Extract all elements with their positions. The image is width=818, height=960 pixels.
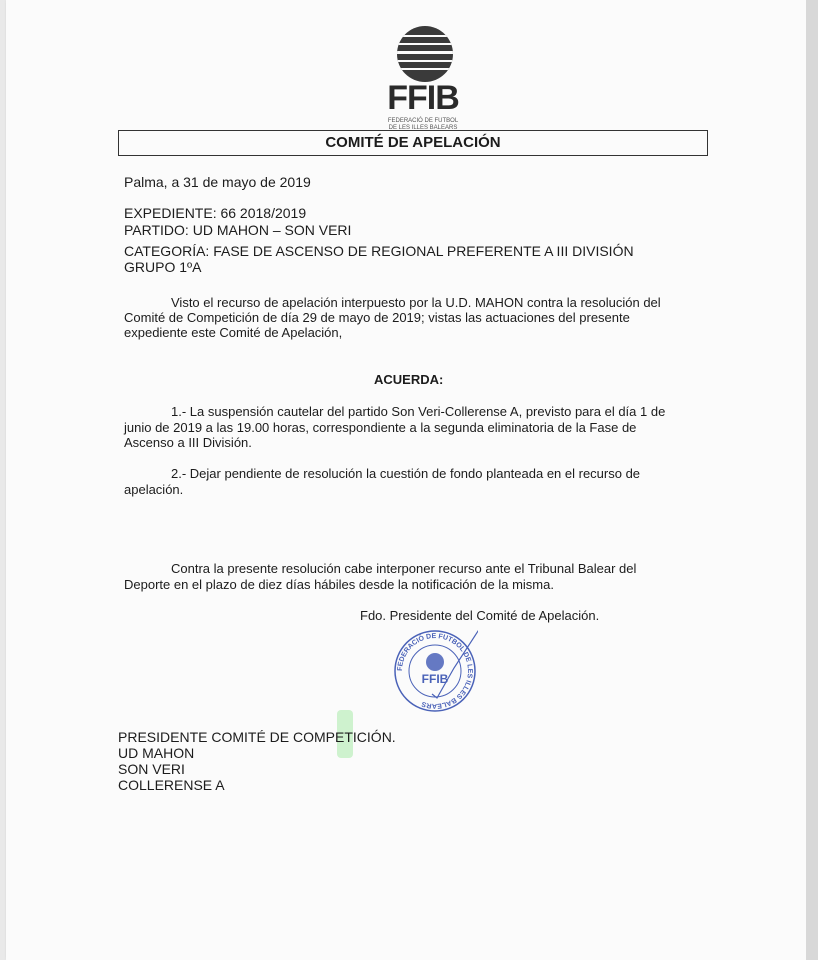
ball-icon (397, 26, 453, 82)
intro-line-1: Visto el recurso de apelación interpuesto por la U.D. MAHON contra la resolución del (171, 295, 661, 310)
recipient-3: SON VERI (118, 761, 185, 777)
recipient-2: UD MAHON (118, 745, 195, 761)
acuerda-heading: ACUERDA: (374, 372, 444, 387)
recipient-4: COLLERENSE A (118, 777, 225, 793)
federation-seal (392, 628, 478, 714)
point2-line-2: apelación. (124, 482, 184, 497)
point1-line-3: Ascenso a III División. (124, 435, 252, 450)
expediente-line: EXPEDIENTE: 66 2018/2019 (124, 205, 307, 221)
recipient-1: PRESIDENTE COMITÉ DE COMPETICIÓN. (118, 729, 396, 745)
signature-line: Fdo. Presidente del Comité de Apelación. (360, 608, 600, 623)
seal-center-text: FFIB (421, 672, 449, 686)
appeal-line-1: Contra la presente resolución cabe interponer recurso ante el Tribunal Balear del (171, 561, 637, 576)
date-line: Palma, a 31 de mayo de 2019 (124, 174, 311, 190)
categoria-line: CATEGORÍA: FASE DE ASCENSO DE REGIONAL PREFERENTE A III DIVISIÓN (124, 243, 634, 259)
point2-line-1: 2.- Dejar pendiente de resolución la cuestión de fondo planteada en el recurso de (171, 466, 641, 481)
seal-ball-icon (426, 653, 444, 671)
intro-line-3: expediente este Comité de Apelación, (124, 325, 343, 340)
grupo-line: GRUPO 1ºA (124, 259, 202, 275)
intro-line-2: Comité de Competición de día 29 de mayo de 2019; vistas las actuaciones del presente (124, 310, 630, 325)
ffib-logo (380, 22, 466, 134)
partido-line: PARTIDO: UD MAHON – SON VERI (124, 222, 352, 238)
page-title: COMITÉ DE APELACIÓN (118, 130, 708, 156)
seal-ring-text: FEDERACIÓ DE FUTBOL DE LES ILLES BALEARS (396, 632, 474, 710)
logo-subtitle: FEDERACIÓ DE FUTBOL DE LES ILLES BALEARS (387, 118, 459, 131)
logo-text: FFIB (387, 79, 459, 117)
appeal-line-2: Deporte en el plazo de diez días hábiles desde la notificación de la misma. (124, 577, 554, 592)
point1-line-2: junio de 2019 a las 19.00 horas, correspondiente a la segunda eliminatoria de la Fase de (124, 420, 637, 435)
page-edge (806, 0, 818, 960)
point1-line-1: 1.- La suspensión cautelar del partido Son Veri-Collerense A, previsto para el día 1 de (171, 404, 666, 419)
